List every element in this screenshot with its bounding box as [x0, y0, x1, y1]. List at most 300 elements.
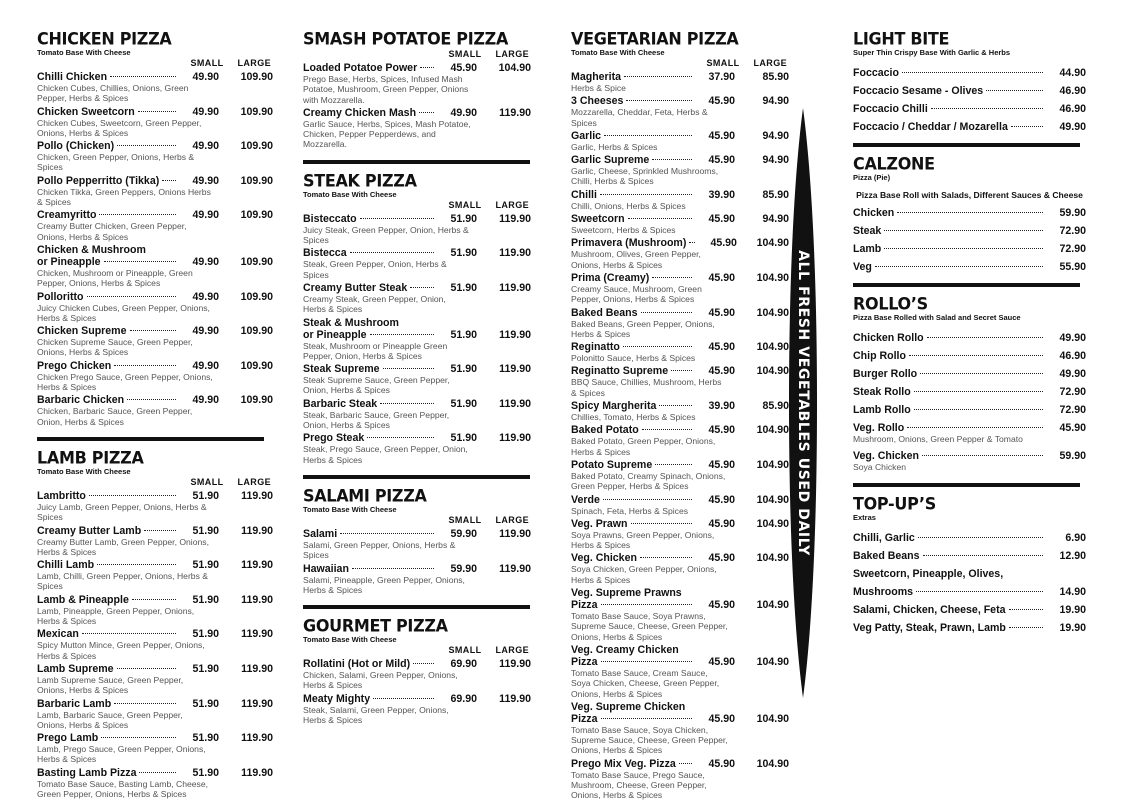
price-large: 119.90 [499, 562, 531, 575]
size-large-label: LARGE [237, 476, 271, 487]
menu-item-name: Veg. Chicken [571, 552, 637, 565]
price-large: 119.90 [499, 247, 531, 260]
menu-section [303, 617, 531, 725]
menu-item [853, 332, 1086, 344]
dot-leader [655, 464, 692, 465]
menu-item [37, 594, 273, 627]
menu-item [853, 550, 1086, 562]
dot-leader [144, 530, 176, 531]
price-large: 94.90 [762, 154, 789, 167]
section-note: Pizza Base Roll with Salads, Different Sauces & Cheese [856, 190, 1083, 200]
dot-leader [927, 337, 1043, 338]
size-large-label: LARGE [495, 645, 529, 656]
menu-item-row [571, 154, 789, 166]
price-large: 85.90 [762, 188, 789, 201]
section-title: CALZONE [853, 153, 935, 174]
menu-item-description: Chicken Cubes, Chillies, Onions, Green Pepper, Herbs & Spices [37, 83, 189, 104]
size-large-label: LARGE [237, 58, 271, 68]
menu-item [37, 767, 273, 800]
size-large-label: LARGE [495, 49, 529, 59]
section-title: STEAK PIZZA [303, 170, 417, 191]
menu-item-name: Reginatto [571, 341, 620, 354]
size-small-label: SMALL [190, 58, 224, 68]
section-title: TOP-UP’S [853, 493, 936, 514]
dot-leader [130, 330, 177, 331]
menu-item-name: Pizza [571, 712, 598, 725]
menu-item-description: Salami, Pineapple, Green Pepper, Onions, Herbs & Spices [303, 574, 465, 595]
size-header [37, 476, 273, 488]
price-small: 49.90 [192, 71, 219, 83]
menu-item-name-row [571, 701, 789, 713]
dot-leader [89, 495, 176, 496]
menu-item-name: Rollatini (Hot or Mild) [303, 658, 411, 671]
price-small: 59.90 [450, 562, 477, 575]
menu-item-name: Foccacio Chilli [853, 103, 928, 115]
price-large: 104.90 [756, 552, 789, 565]
price-large: 109.90 [240, 255, 273, 268]
price-large: 104.90 [756, 517, 789, 530]
menu-item [853, 604, 1086, 616]
price-large: 104.90 [756, 493, 789, 506]
price-large: 104.90 [756, 271, 789, 284]
menu-item [853, 532, 1086, 544]
menu-item-row [853, 85, 1086, 97]
menu-item-description: Garlic, Herbs & Spices [571, 141, 658, 152]
section-divider [853, 483, 1080, 487]
section-divider [303, 160, 530, 164]
menu-item-name: Creamy Butter Lamb [37, 524, 142, 537]
price-large: 104.90 [498, 62, 531, 74]
price: 46.90 [1059, 103, 1086, 115]
menu-item-row [571, 307, 789, 319]
menu-item-row [37, 140, 273, 152]
menu-item [37, 559, 273, 592]
menu-section [853, 295, 1086, 473]
price-small: 39.90 [708, 188, 735, 201]
menu-column-2 [303, 30, 531, 725]
size-small-label: SMALL [448, 645, 482, 656]
dot-leader [628, 218, 692, 219]
price-large: 119.90 [241, 766, 273, 779]
price-small: 45.90 [708, 712, 735, 725]
menu-item-name: Sweetcorn, Pineapple, Olives, [853, 567, 1004, 580]
section-title: VEGETARIAN PIZZA [571, 28, 739, 49]
menu-item-description: Chicken Tikka, Green Peppers, Onions Herbs & Spices [37, 186, 211, 208]
menu-item-name: Steak & Mushroom [303, 316, 399, 329]
menu-item-row [853, 550, 1086, 562]
menu-item-row [303, 528, 531, 540]
menu-item-description: Spicy Mutton Mince, Green Pepper, Onions, Herbs & Spices [37, 640, 205, 661]
price-large: 104.90 [756, 306, 789, 319]
price: 72.90 [1059, 404, 1086, 416]
spacer [853, 182, 1086, 186]
price-large: 109.90 [240, 71, 273, 83]
menu-item-row [303, 363, 531, 375]
price-small: 51.90 [192, 697, 219, 710]
menu-item-name: Pizza [571, 655, 598, 668]
menu-item-row [853, 332, 1086, 344]
menu-section [303, 30, 531, 150]
menu-item-name: Garlic [571, 129, 602, 142]
menu-item-name: Salami [303, 527, 338, 540]
size-large-label: LARGE [495, 199, 529, 210]
menu-item-name: Lamb [853, 243, 882, 255]
menu-item-name: Pollo (Chicken) [37, 140, 115, 153]
menu-item-description: Mushroom, Onions, Green Pepper & Tomato [853, 434, 1023, 444]
menu-item-row [37, 360, 273, 372]
menu-item-row [37, 256, 273, 268]
menu-item-description: Steak, Prego Sauce, Green Pepper, Onion, Herbs & Spices [303, 444, 468, 465]
menu-item [37, 663, 273, 696]
menu-item-name: or Pineapple [303, 328, 367, 341]
price-small: 45.90 [708, 365, 735, 378]
dot-leader [623, 346, 692, 347]
menu-column-3 [571, 30, 789, 801]
dot-leader [117, 145, 176, 146]
menu-item-row [853, 261, 1086, 273]
menu-item [853, 207, 1086, 219]
menu-item-name: Veg. Supreme Prawns [571, 587, 682, 600]
menu-item-row [37, 767, 273, 779]
menu-item-name: Bisteccato [303, 212, 357, 225]
menu-item-name: Foccacio Sesame - Olives [853, 85, 984, 97]
dot-leader [931, 108, 1043, 109]
menu-item-description: Chilli, Onions, Herbs & Spices [571, 200, 686, 211]
menu-item-description: Herbs & Spice [571, 83, 626, 93]
section-divider [37, 437, 264, 441]
price-large: 104.90 [756, 237, 789, 250]
menu-section [853, 30, 1086, 133]
price-large: 104.90 [756, 655, 789, 668]
menu-item-row [303, 247, 531, 259]
spacer [853, 522, 1086, 526]
menu-item-name: Potato Supreme [571, 458, 653, 471]
menu-item [37, 490, 273, 523]
dot-leader [642, 429, 692, 430]
menu-item-row [37, 291, 273, 303]
menu-item-description: Creamy Sauce, Mushroom, Green Pepper, Onions, Herbs & Spices [571, 283, 702, 305]
price-small: 45.90 [450, 62, 477, 74]
dot-leader [603, 499, 692, 500]
price-large: 119.90 [241, 697, 273, 710]
price-large: 85.90 [762, 71, 789, 83]
price-large: 119.90 [499, 692, 531, 705]
menu-item-row [303, 62, 531, 74]
price-small: 59.90 [450, 527, 477, 540]
dot-leader [897, 212, 1043, 213]
price-large: 109.90 [240, 174, 273, 187]
menu-item-row [853, 103, 1086, 115]
menu-item-name-row [571, 587, 789, 599]
size-header [37, 57, 273, 69]
menu-item-name: Prego Chicken [37, 359, 112, 372]
menu-item-name: Veg. Chicken [853, 450, 919, 463]
price-large: 104.90 [756, 712, 789, 725]
menu-item-name: Bistecca [303, 247, 347, 260]
price-large: 104.90 [756, 458, 789, 471]
price-small: 45.90 [708, 306, 735, 319]
menu-item-name: Garlic Supreme [571, 154, 650, 167]
section-title: SALAMI PIZZA [303, 485, 427, 506]
price-small: 49.90 [192, 174, 219, 187]
menu-item [571, 587, 789, 642]
price: 72.90 [1059, 225, 1086, 237]
menu-item-description: Tomato Base Sauce, Basting Lamb, Cheese, Green Pepper, Onions, Herbs & Spices [37, 778, 209, 799]
dot-leader [1009, 627, 1043, 628]
size-small-label: SMALL [706, 58, 740, 68]
price-small: 45.90 [708, 129, 735, 142]
menu-item-description: Lamb, Chilli, Green Pepper, Onions, Herbs & Spices [37, 571, 209, 592]
menu-item-row [37, 594, 273, 606]
menu-item-name: Steak Rollo [853, 386, 911, 398]
menu-item [853, 404, 1086, 416]
dot-leader [626, 100, 692, 101]
size-header [303, 199, 531, 211]
menu-item-name: Baked Beans [571, 306, 638, 319]
price-small: 49.90 [192, 359, 219, 372]
menu-item-name: Mexican [37, 628, 79, 641]
price-small: 51.90 [450, 281, 477, 294]
menu-item-name: Creamyritto [37, 209, 97, 222]
menu-item [571, 758, 789, 801]
price-large: 109.90 [240, 325, 273, 338]
menu-item-name: Baked Beans [853, 549, 920, 562]
menu-item-name: Spicy Margherita [571, 400, 657, 413]
dot-leader [922, 455, 1043, 456]
menu-item-description: Chicken Prego Sauce, Green Pepper, Onions, Herbs & Spices [37, 371, 213, 393]
menu-item-name: Foccacio [853, 67, 899, 79]
dot-leader [923, 555, 1043, 556]
price: 59.90 [1059, 450, 1086, 463]
dot-leader [689, 242, 695, 243]
price-large: 119.90 [499, 363, 531, 376]
menu-item-name: Burger Rollo [853, 368, 918, 380]
dot-leader [97, 564, 176, 565]
menu-item-description: Garlic, Cheese, Sprinkled Mushrooms, Chilli, Herbs & Spices [571, 166, 719, 187]
price: 14.90 [1059, 585, 1086, 598]
size-header [303, 644, 531, 656]
price-small: 51.90 [450, 363, 477, 376]
price: 49.90 [1059, 368, 1086, 380]
dot-leader [902, 72, 1043, 73]
price-large: 109.90 [240, 140, 273, 153]
menu-item [853, 261, 1086, 273]
menu-item-row [853, 422, 1086, 434]
dot-leader [601, 661, 693, 662]
menu-item-description: Tomato Base Sauce, Cream Sauce, Soya Chicken, Cheese, Green Pepper, Onions, Herbs & Spices [571, 667, 720, 699]
dot-leader [640, 557, 692, 558]
dot-leader [110, 76, 176, 77]
menu-item-name: Salami, Chicken, Cheese, Feta [853, 603, 1006, 616]
menu-item-row [37, 325, 273, 337]
menu-section [37, 449, 273, 799]
menu-item [571, 365, 789, 398]
price-small: 45.90 [708, 552, 735, 565]
menu-item [303, 107, 531, 150]
menu-item-name: Hawaiian [303, 562, 349, 575]
menu-item-row [571, 518, 789, 530]
dot-leader [679, 763, 692, 764]
menu-item [303, 317, 531, 362]
price: 19.90 [1059, 603, 1086, 616]
menu-item-row [853, 450, 1086, 462]
menu-item [571, 424, 789, 457]
menu-item-description: BBQ Sauce, Chillies, Mushroom, Herbs & Spices [571, 377, 722, 398]
dot-leader [383, 368, 434, 369]
price-large: 119.90 [499, 397, 531, 410]
price: 55.90 [1059, 261, 1086, 273]
menu-item [303, 398, 531, 431]
menu-item-name-row [37, 244, 273, 256]
menu-item-name: Meaty Mighty [303, 692, 371, 705]
dot-leader [601, 718, 693, 719]
menu-item-description: Garlic Sauce, Herbs, Spices, Mash Potatoe, Chicken, Pepper Pepperdews, and Mozzarella. [303, 118, 471, 150]
price-large: 109.90 [240, 290, 273, 303]
menu-item [303, 282, 531, 315]
section-subtitle: Tomato Base With Cheese [37, 466, 131, 476]
menu-item-description: Lamb, Prego Sauce, Green Pepper, Onions, Herbs & Spices [37, 744, 206, 765]
price-small: 51.90 [450, 432, 477, 445]
section-subtitle: Tomato Base With Cheese [303, 189, 397, 199]
menu-item-name: Barbaric Chicken [37, 394, 125, 407]
menu-item-description: Creamy Butter Chicken, Green Pepper, Onions, Herbs & Spices [37, 221, 187, 242]
dot-leader [875, 266, 1043, 267]
menu-section [37, 30, 273, 427]
menu-item-name: Veg. Supreme Chicken [571, 700, 686, 713]
price-small: 51.90 [192, 559, 219, 572]
menu-item-description: Baked Beans, Green Pepper, Onions, Herbs & Spices [571, 318, 715, 339]
section-divider [303, 605, 530, 609]
price-small: 45.90 [708, 95, 735, 108]
menu-item-row [37, 175, 273, 187]
price: 49.90 [1059, 332, 1086, 344]
menu-item [853, 568, 1086, 580]
price-small: 51.90 [192, 593, 219, 606]
section-title: LAMB PIZZA [37, 447, 144, 468]
menu-item [571, 130, 789, 152]
dot-leader [380, 403, 434, 404]
menu-item-name: Chicken [853, 207, 895, 219]
menu-item-description: Chicken, Barbaric Sauce, Green Pepper, Onion, Herbs & Spices [37, 406, 193, 427]
section-title: LIGHT BITE [853, 28, 950, 49]
price-large: 119.90 [499, 106, 531, 119]
dot-leader [419, 112, 434, 113]
dot-leader [914, 409, 1043, 410]
menu-item-name: Chicken Sweetcorn [37, 105, 135, 118]
menu-item-description: Lamb, Barbaric Sauce, Green Pepper, Onions, Herbs & Spices [37, 709, 183, 730]
menu-item-row [303, 563, 531, 575]
menu-item-name: Creamy Butter Steak [303, 281, 408, 294]
menu-item-name: Lamb Rollo [853, 404, 911, 416]
dot-leader [367, 437, 434, 438]
menu-item [303, 213, 531, 246]
price-small: 45.90 [708, 655, 735, 668]
menu-item-description: Juicy Lamb, Green Pepper, Onions, Herbs & Spices [37, 501, 207, 523]
menu-item-name-row [571, 644, 789, 656]
size-header [571, 57, 789, 69]
price-small: 49.90 [450, 106, 477, 119]
menu-item-name: Primavera (Mushroom) [571, 237, 687, 250]
price-large: 109.90 [240, 394, 273, 407]
menu-item-description: Chicken, Mushroom or Pineapple, Green Pepper, Onions, Herbs & Spices [37, 267, 193, 289]
section-subtitle: Tomato Base With Cheese [303, 504, 397, 514]
menu-item-row [571, 713, 789, 725]
menu-item [37, 698, 273, 731]
menu-item [571, 494, 789, 516]
menu-item-name: Veg. Prawn [571, 517, 628, 530]
menu-item-row [571, 494, 789, 506]
menu-item [853, 422, 1086, 444]
menu-item-description: Mushroom, Olives, Green Pepper, Onions, Herbs & Spices [571, 249, 701, 270]
price-small: 49.90 [192, 325, 219, 338]
section-subtitle: Extras [853, 512, 876, 522]
price-small: 49.90 [192, 255, 219, 268]
price-large: 119.90 [241, 732, 273, 745]
menu-item-row [853, 404, 1086, 416]
menu-item-name: Chilli, Garlic [853, 531, 915, 544]
menu-item-name: Lamb Supreme [37, 662, 114, 675]
menu-item-row [571, 213, 789, 225]
menu-item-description: Tomato Base Sauce, Soya Prawns, Supreme Sauce, Cheese, Green Pepper, Onions, Herbs & Spices [571, 611, 728, 642]
dot-leader [641, 312, 692, 313]
menu-item-row [37, 698, 273, 710]
price-small: 37.90 [708, 71, 735, 83]
menu-item-row [571, 599, 789, 611]
menu-item [37, 71, 273, 104]
menu-item-description: Steak, Green Pepper, Onion, Herbs & Spices [303, 259, 447, 280]
menu-item-name: Basting Lamb Pizza [37, 766, 137, 779]
menu-section [853, 155, 1086, 273]
menu-item-name: Chilli Lamb [37, 559, 95, 572]
menu-item [303, 247, 531, 280]
price-large: 119.90 [241, 662, 273, 675]
menu-item-description: Lamb, Pineapple, Green Pepper, Onions, Herbs & Spices [37, 605, 195, 627]
menu-item [571, 154, 789, 187]
menu-item-name: Prego Mix Veg. Pizza [571, 757, 676, 770]
menu-item-row [853, 586, 1086, 598]
price: 19.90 [1059, 621, 1086, 634]
menu-item-description: Polonitto Sauce, Herbs & Spices [571, 353, 696, 364]
price-small: 69.90 [450, 692, 477, 705]
menu-item-name: Sweetcorn [571, 213, 625, 226]
menu-item-description: Tomato Base Sauce, Prego Sauce, Mushroom, Cheese, Green Pepper, Onions, Herbs & Spices [571, 769, 707, 801]
price-large: 119.90 [241, 524, 273, 537]
price-large: 104.90 [756, 757, 789, 770]
menu-item-name: or Pineapple [37, 255, 101, 268]
menu-item-row [853, 622, 1086, 634]
dot-leader [360, 218, 434, 219]
menu-item [853, 243, 1086, 255]
dot-leader [914, 391, 1043, 392]
menu-item-name: Steak Supreme [303, 363, 380, 376]
menu-item-description: Chicken, Green Pepper, Onions, Herbs & Spices [37, 152, 195, 173]
section-title: CHICKEN PIZZA [37, 28, 172, 49]
dot-leader [139, 772, 176, 773]
menu-item-row [571, 71, 789, 83]
menu-item-row [37, 663, 273, 675]
price-large: 104.90 [756, 365, 789, 378]
price-small: 51.90 [192, 662, 219, 675]
menu-section [853, 495, 1086, 634]
price: 72.90 [1059, 243, 1086, 255]
menu-item-description: Chillies, Tomato, Herbs & Spices [571, 412, 696, 423]
price-small: 45.90 [708, 458, 735, 471]
menu-item-description: Chicken Cubes, Sweetcorn, Green Pepper, Onions, Herbs & Spices [37, 117, 202, 138]
size-small-label: SMALL [448, 49, 482, 59]
menu-item [37, 360, 273, 393]
fresh-vegetables-banner [789, 108, 817, 698]
menu-item-name: Steak [853, 225, 882, 237]
